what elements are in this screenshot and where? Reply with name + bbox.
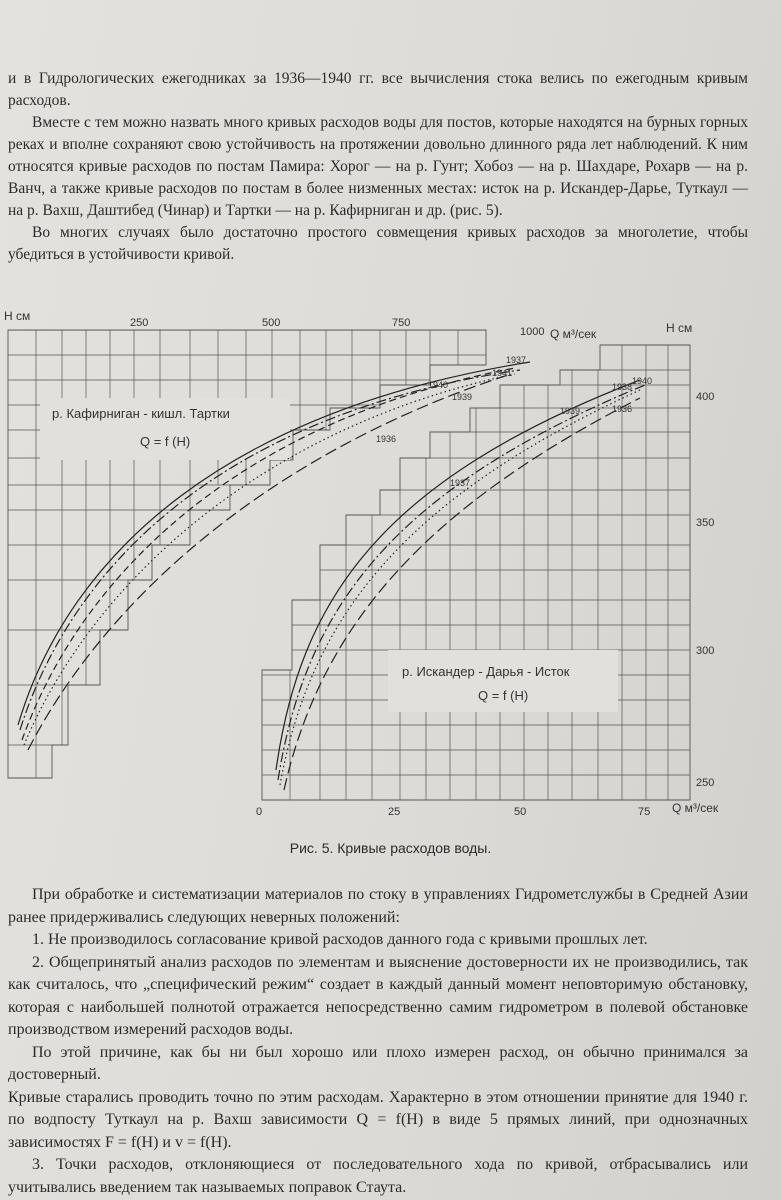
top-tick-250: 250 <box>130 317 149 329</box>
right-tick-300: 300 <box>696 645 715 657</box>
top-tick-750: 750 <box>392 317 411 329</box>
bottom-tick-50: 50 <box>514 806 527 818</box>
bottom-x-axis-label: Q м³/сек <box>672 801 719 815</box>
year-label-left-1936: 1936 <box>376 434 397 444</box>
top-tick-500: 500 <box>262 317 281 329</box>
top-text-block <box>8 68 748 266</box>
right-y-axis-label: H см <box>666 321 693 335</box>
year-label-right-1938: 1938 <box>612 382 633 392</box>
curve-right-1939 <box>280 390 640 785</box>
paragraph-4: При обработке и систематизации материалов по стоку в управлениях Гидрометслужбы в Средней Азии ранее придерживались следующих неверных положений: <box>8 886 748 926</box>
rating-curves-figure <box>0 300 781 830</box>
year-label-right-1940: 1940 <box>632 376 653 386</box>
top-tick-1000: 1000 <box>520 326 545 338</box>
right-tick-250: 250 <box>696 777 715 789</box>
paragraph-8: Кривые старались проводить точно по этим расходам. Характерно в этом отношении принятие для 1940 г. по водпосту Туткаул на р. Вахш зависимости Q = f(H) в виде 5 прямых линий, при однозначных зависимостях F = f(H) и v = f(H). <box>8 1088 748 1151</box>
bottom-tick-0: 0 <box>256 806 263 818</box>
left-chart-title: р. Кафирниган - кишл. Тартки <box>52 406 230 421</box>
right-tick-350: 350 <box>696 517 715 529</box>
year-label-left-1941: 1941 <box>492 368 513 378</box>
right-chart-formula: Q = f (H) <box>478 688 529 703</box>
curve-right-1940 <box>278 385 645 780</box>
paragraph-7: По этой причине, как бы ни был хорошо или плохо измерен расход, он обычно принимался за достоверный. <box>8 1043 748 1083</box>
paragraph-1: и в Гидрологических ежегодниках за 1936—1940 гг. все вычисления стока велись по ежегодным кривым расходов. <box>8 70 748 109</box>
top-x-axis-label: Q м³/сек <box>550 327 597 341</box>
year-label-left-1937: 1937 <box>506 355 527 365</box>
right-curves <box>276 380 645 790</box>
paragraph-5: 1. Не производилось согласование кривой расходов данного года с кривыми прошлых лет. <box>32 931 648 948</box>
paragraph-2: Вместе с тем можно назвать много кривых расходов воды для постов, которые находятся на бурных горных реках и вполне сохраняют свою устойчивость на протяжении довольно длинного ряда лет наблюдений. К ним относятся кривые расходов по постам Памира: Хорог — на р. Гунт; Хобоз — на р. Шахдаре, Рохарв — на р. Ванч, а также кривые расходов по постам в более низменных местах: исток на р. Искандер-Дарье, Туткаул — на р. Вахш, Даштибед (Чинар) и Тартки — на р. Кафирниган и др. (рис. 5). <box>8 114 748 219</box>
paragraph-6: 2. Общепринятый анализ расходов по элементам и выяснение достоверности их не производились, так как считалось, что „специфический режим“ создает в каждый данный момент неповторимую обстановку, которая с наибольшей полнотой отражается непосредственно самим гидрометром в полевой обстановке производством измерений расходов воды. <box>8 953 748 1038</box>
bottom-tick-75: 75 <box>638 806 651 818</box>
year-label-right-1939: 1939 <box>560 406 581 416</box>
year-label-left-1940: 1940 <box>428 380 449 390</box>
paragraph-9: 3. Точки расходов, отклоняющиеся от последовательного хода по кривой, отбрасывались или учитывались введением так называемых поправок Стаута. <box>8 1156 748 1196</box>
left-chart-formula: Q = f (H) <box>140 434 191 449</box>
year-label-right-1937: 1937 <box>450 478 471 488</box>
year-label-right-1936: 1936 <box>612 404 633 414</box>
bottom-text-block <box>8 884 748 1199</box>
bottom-tick-25: 25 <box>388 806 401 818</box>
paragraph-3: Во многих случаях было достаточно простого совмещения кривых расходов за многолетие, чтобы убедиться в устойчивости кривой. <box>8 224 748 263</box>
left-y-axis-label: H см <box>4 309 31 323</box>
figure-caption: Рис. 5. Кривые расходов воды. <box>289 840 492 856</box>
right-tick-400: 400 <box>696 391 715 403</box>
right-chart-title: р. Искандер - Дарья - Исток <box>402 664 570 679</box>
curve-right-1936 <box>284 398 640 790</box>
year-label-left-1939: 1939 <box>452 392 473 402</box>
